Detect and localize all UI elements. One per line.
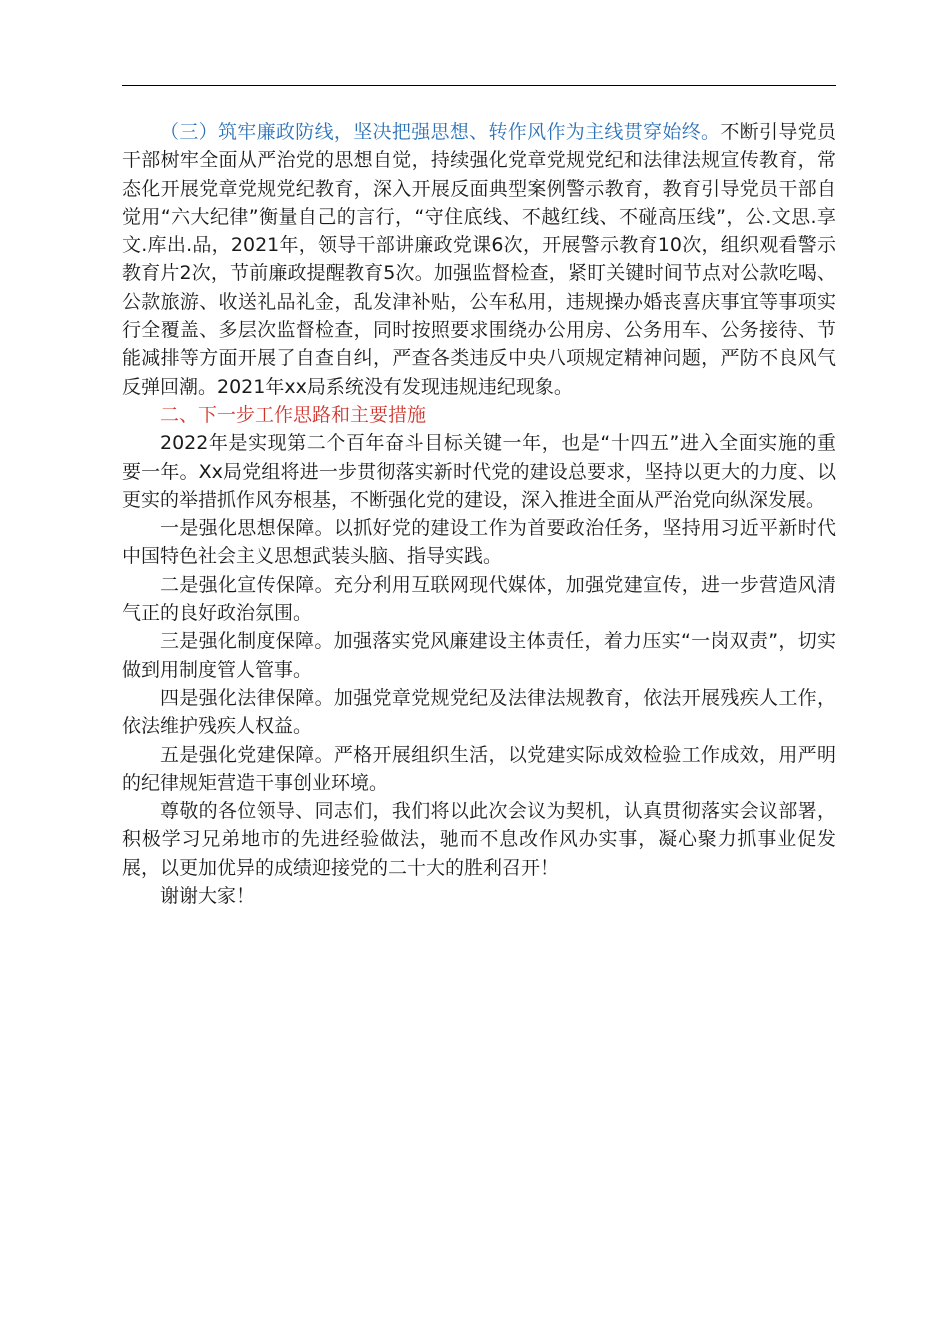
paragraph-measure-1: 一是强化思想保障。以抓好党的建设工作为首要政治任务，坚持用习近平新时代中国特色社会主义思想武装头脑、指导实践。 <box>122 517 836 568</box>
section-heading: 二、下一步工作思路和主要措施 <box>160 403 427 426</box>
paragraph-discipline <box>122 118 836 401</box>
paragraph-measure-4: 四是强化法律保障。加强党章党规党纪及法律法规教育，依法开展残疾人工作，依法维护残疾人权益。 <box>122 686 836 738</box>
header-rule <box>122 85 836 86</box>
paragraph-measure-5: 五是强化党建保障。严格开展组织生活，以党建实际成效检验工作成效，用严明的纪律规矩营造干事创业环境。 <box>122 743 836 794</box>
paragraph-measure-3: 三是强化制度保障。加强落实党风廉建设主体责任，着力压实“一岗双责”，切实做到用制度管人管事。 <box>122 630 836 681</box>
paragraph-text: 不断引导党员干部树牢全面从严治党的思想自觉，持续强化党章党规党纪和法律法规宣传教育，常态化开展党章党规党纪教育，深入开展反面典型案例警示教育，教育引导党员干部自觉用“六大纪律”衡量自己的言行，“守住底线、不越红线、不碰高压线”，公.文思.享文.库出.品，2021年，领导干部讲廉政党课6次，开展警示教育10次，组织观看警示教育片2次，节前廉政提醒教育5次。加强监督检查，紧盯关键时间节点对公款吃喝、公款旅游、收送礼品礼金，乱发津补贴，公车私用，违规操办婚丧喜庆事宜等事项实行全覆盖、多层次监督检查，同时按照要求围绕办公用房、公务用车、公务接待、节能减排等方面开展了自查自纠，严查各类违反中央八项规定精神问题，严防不良风气反弹回潮。2021年xx局系统没有发现违规违纪现象。 <box>122 121 836 398</box>
subsection-heading: （三）筑牢廉政防线，坚决把强思想、转作风作为主线贯穿始终。 <box>160 121 721 143</box>
paragraph-closing: 尊敬的各位领导、同志们，我们将以此次会议为契机，认真贯彻落实会议部署，积极学习兄弟地市的先进经验做法，驰而不息改作风办实事，凝心聚力抓事业促发展，以更加优异的成绩迎接党的二十大的胜利召开！ <box>122 800 836 879</box>
paragraph-measure-2: 二是强化宣传保障。充分利用互联网现代媒体，加强党建宣传，进一步营造风清气正的良好政治氛围。 <box>122 573 836 625</box>
document-body <box>122 118 836 910</box>
paragraph-intro: 2022年是实现第二个百年奋斗目标关键一年，也是“十四五”进入全面实施的重要一年。Xx局党组将进一步贯彻落实新时代党的建设总要求，坚持以更大的力度、以更实的举措抓作风夯根基，不断强化党的建设，深入推进全面从严治党向纵深发展。 <box>122 432 836 511</box>
paragraph-thanks: 谢谢大家！ <box>160 885 256 908</box>
